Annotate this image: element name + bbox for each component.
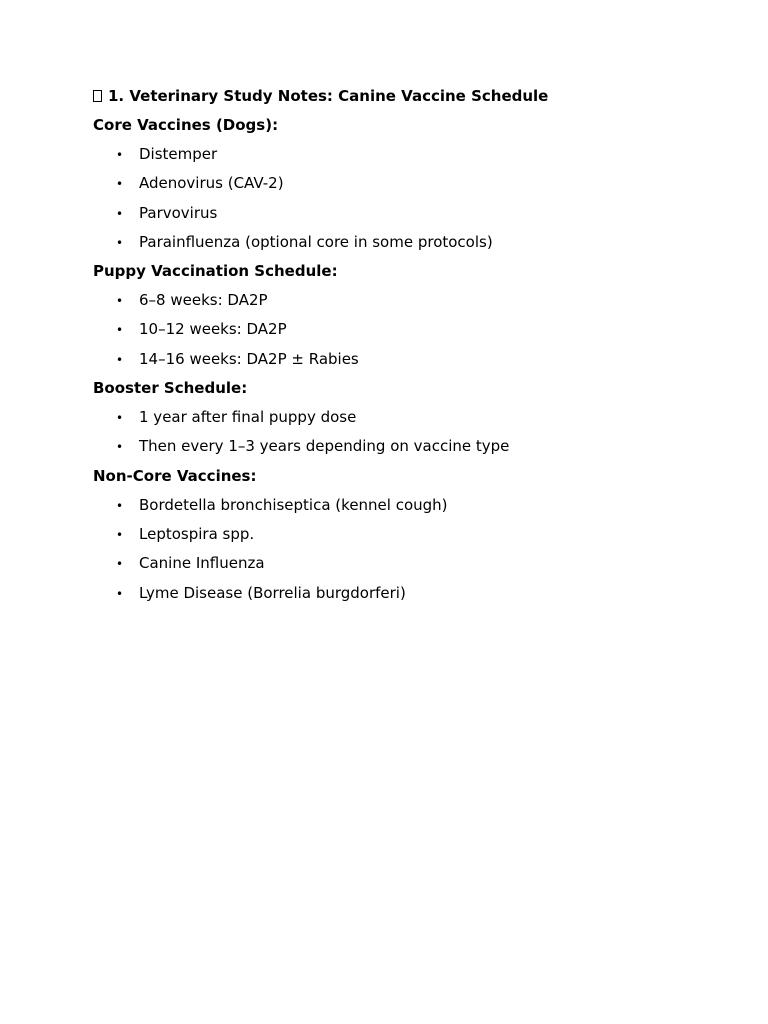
- list-item-text: Parainfluenza (optional core in some protocols): [139, 232, 493, 251]
- document-title: [93, 85, 713, 107]
- document-page: [93, 85, 713, 611]
- section-heading: Booster Schedule:: [93, 379, 248, 398]
- list-item-text: Adenovirus (CAV-2): [139, 174, 284, 193]
- bullet-icon: •: [116, 323, 124, 338]
- list-item: [93, 289, 713, 311]
- bullet-list: [93, 143, 713, 253]
- section-heading: Puppy Vaccination Schedule:: [93, 262, 338, 281]
- bullet-icon: •: [116, 352, 124, 367]
- bullet-list: [93, 494, 713, 604]
- bullet-icon: •: [116, 411, 124, 426]
- bullet-icon: •: [116, 235, 124, 250]
- list-item: [93, 318, 713, 340]
- bullet-icon: •: [116, 527, 124, 542]
- list-item-text: Bordetella bronchiseptica (kennel cough): [139, 495, 448, 514]
- section-heading: Non-Core Vaccines:: [93, 466, 257, 485]
- list-item: [93, 406, 713, 428]
- bullet-list: [93, 406, 713, 457]
- list-item-text: 6–8 weeks: DA2P: [139, 291, 268, 310]
- list-item: [93, 231, 713, 253]
- list-item: [93, 202, 713, 224]
- section-core-vaccines: [93, 114, 713, 253]
- list-item: [93, 494, 713, 516]
- bullet-list: [93, 289, 713, 370]
- list-item: [93, 582, 713, 604]
- list-item-text: Then every 1–3 years depending on vaccine type: [139, 437, 510, 456]
- list-item: [93, 552, 713, 574]
- document-title-text: 1. Veterinary Study Notes: Canine Vaccine Schedule: [108, 87, 549, 105]
- bullet-icon: •: [116, 294, 124, 309]
- list-item-text: Distemper: [139, 145, 218, 163]
- bullet-icon: •: [116, 498, 124, 513]
- list-item-text: 14–16 weeks: DA2P ± Rabies: [139, 349, 359, 368]
- list-item: [93, 435, 713, 457]
- bullet-icon: •: [116, 557, 124, 572]
- list-item-text: 1 year after final puppy dose: [139, 408, 357, 427]
- list-item-text: Lyme Disease (Borrelia burgdorferi): [139, 583, 406, 602]
- list-item: [93, 348, 713, 370]
- section-booster-schedule: [93, 377, 713, 457]
- section-heading: Core Vaccines (Dogs):: [93, 116, 279, 134]
- section-puppy-schedule: [93, 260, 713, 370]
- bullet-icon: •: [116, 148, 124, 162]
- list-item-text: 10–12 weeks: DA2P: [139, 320, 287, 339]
- section-non-core-vaccines: [93, 465, 713, 604]
- list-item-text: Parvovirus: [139, 203, 218, 222]
- list-item: [93, 143, 713, 165]
- missing-glyph-icon: [93, 90, 102, 102]
- list-item-text: Canine Influenza: [139, 554, 265, 573]
- bullet-icon: •: [116, 206, 124, 221]
- list-item-text: Leptospira spp.: [139, 524, 255, 543]
- list-item: [93, 523, 713, 545]
- bullet-icon: •: [116, 440, 124, 455]
- bullet-icon: •: [116, 586, 124, 601]
- list-item: [93, 172, 713, 194]
- bullet-icon: •: [116, 177, 124, 192]
